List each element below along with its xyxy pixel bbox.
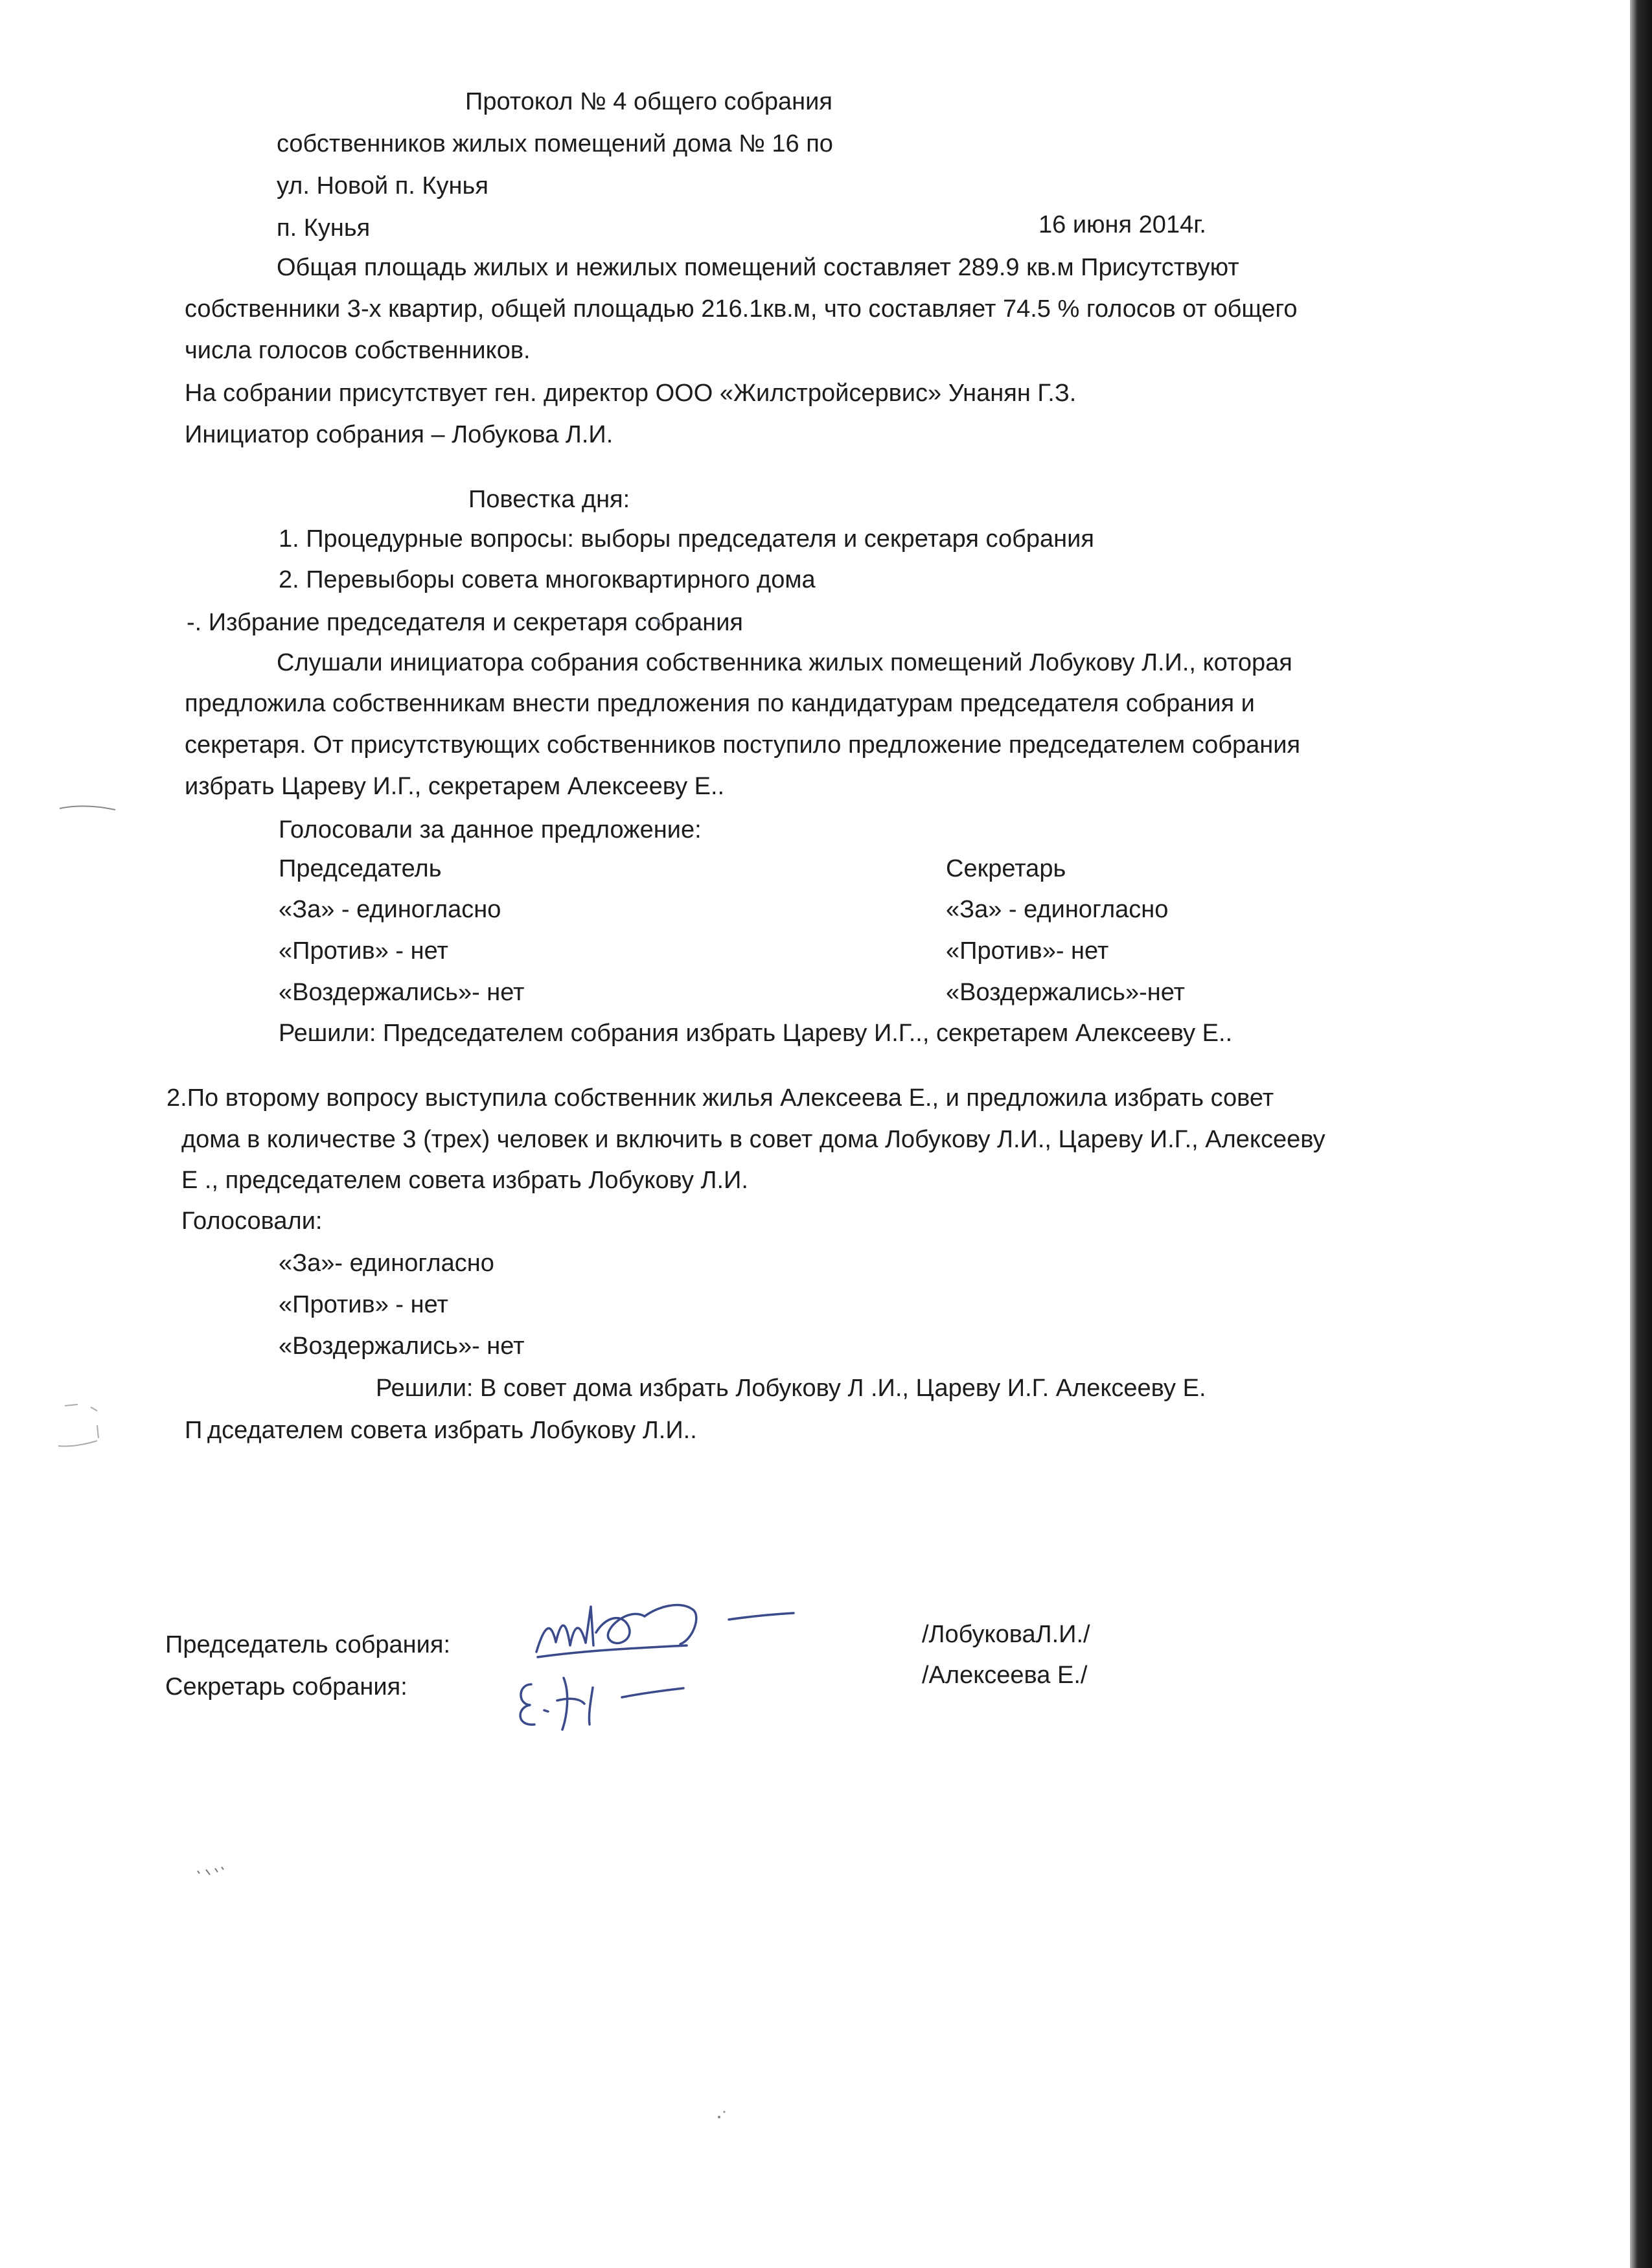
- intro-line-3: числа голосов собственников.: [185, 337, 531, 364]
- intro-line-1: Общая площадь жилых и нежилых помещений составляет 289.9 кв.м Присутствуют: [277, 254, 1239, 281]
- vote-left-against: «Против» - нет: [279, 937, 448, 965]
- section1-decision: Решили: Председателем собрания избрать Цареву И.Г.., секретарем Алексееву Е..: [279, 1020, 1233, 1047]
- section1-paragraph-line: Слушали инициатора собрания собственника жилых помещений Лобукову Л.И., которая: [277, 649, 1292, 676]
- secretary-signature: [512, 1665, 706, 1736]
- scan-artifact: [58, 802, 117, 815]
- document-title: Протокол № 4 общего собрания: [465, 88, 832, 115]
- header-line-owners: собственников жилых помещений дома № 16 по: [277, 130, 833, 157]
- section2-vote-for: «За»- единогласно: [279, 1250, 494, 1277]
- intro-line-4: На собрании присутствует ген. директор ООО «Жилстройсервис» Унанян Г.З.: [185, 380, 1077, 407]
- section2-vote-against: «Против» - нет: [279, 1291, 448, 1318]
- vote-left-for: «За» - единогласно: [279, 896, 501, 923]
- section2-decision: Решили: В совет дома избрать Лобукову Л .И., Цареву И.Г. Алексееву Е.: [376, 1375, 1206, 1402]
- section1-paragraph-line: секретаря. От присутствующих собственников поступило предложение председателем собрания: [185, 731, 1301, 759]
- section2-paragraph-line: 2.По второму вопросу выступила собственник жилья Алексеева Е., и предложила избрать совет: [166, 1084, 1274, 1112]
- agenda-heading: Повестка дня:: [468, 486, 630, 513]
- scan-artifact: [194, 1859, 240, 1879]
- scan-artifact: [653, 615, 666, 631]
- vote-intro: Голосовали за данное предложение:: [279, 816, 702, 843]
- chair-label: Председатель собрания:: [165, 1631, 451, 1658]
- document-date: 16 июня 2014г.: [1038, 211, 1206, 238]
- section1-paragraph-line: избрать Цареву И.Г., секретарем Алексееву Е..: [185, 773, 725, 800]
- section2-paragraph-line: дома в количестве 3 (трех) человек и включить в совет дома Лобукову Л.И., Цареву И.Г., Алексееву: [181, 1126, 1325, 1153]
- chair-name: /ЛобуковаЛ.И./: [922, 1621, 1090, 1648]
- agenda-item: 2. Перевыборы совета многоквартирного дома: [279, 566, 816, 593]
- place: п. Кунья: [277, 214, 371, 242]
- vote-right-against: «Против»- нет: [946, 937, 1109, 965]
- vote-left-heading: Председатель: [279, 855, 442, 882]
- intro-line-5: Инициатор собрания – Лобукова Л.И.: [185, 421, 614, 448]
- header-line-street: ул. Новой п. Кунья: [277, 172, 488, 200]
- intro-line-2: собственники 3-х квартир, общей площадью 216.1кв.м, что составляет 74.5 % голосов от общего: [185, 295, 1298, 323]
- vote-right-heading: Секретарь: [946, 855, 1066, 882]
- section2-paragraph-line: Е ., председателем совета избрать Лобукову Л.И.: [181, 1167, 748, 1194]
- section2-voted-label: Голосовали:: [181, 1208, 323, 1235]
- chair-signature: [531, 1581, 803, 1671]
- section2-vote-abstain: «Воздержались»- нет: [279, 1333, 525, 1360]
- secretary-name: /Алексеева Е./: [922, 1662, 1088, 1689]
- section1-paragraph-line: предложила собственникам внести предложения по кандидатурам председателя собрания и: [185, 690, 1255, 717]
- secretary-label: Секретарь собрания:: [165, 1673, 407, 1701]
- agenda-item: 1. Процедурные вопросы: выборы председателя и секретаря собрания: [279, 525, 1094, 553]
- scan-artifact: [52, 1399, 110, 1451]
- vote-right-abstain: «Воздержались»-нет: [946, 979, 1186, 1006]
- section2-decision-chair: П дседателем совета избрать Лобукову Л.И..: [185, 1417, 697, 1444]
- vote-right-for: «За» - единогласно: [946, 896, 1169, 923]
- section1-title: -. Избрание председателя и секретаря собрания: [187, 609, 744, 636]
- scan-border: [1630, 0, 1652, 2268]
- vote-left-abstain: «Воздержались»- нет: [279, 979, 525, 1006]
- scan-artifact: [713, 2105, 732, 2125]
